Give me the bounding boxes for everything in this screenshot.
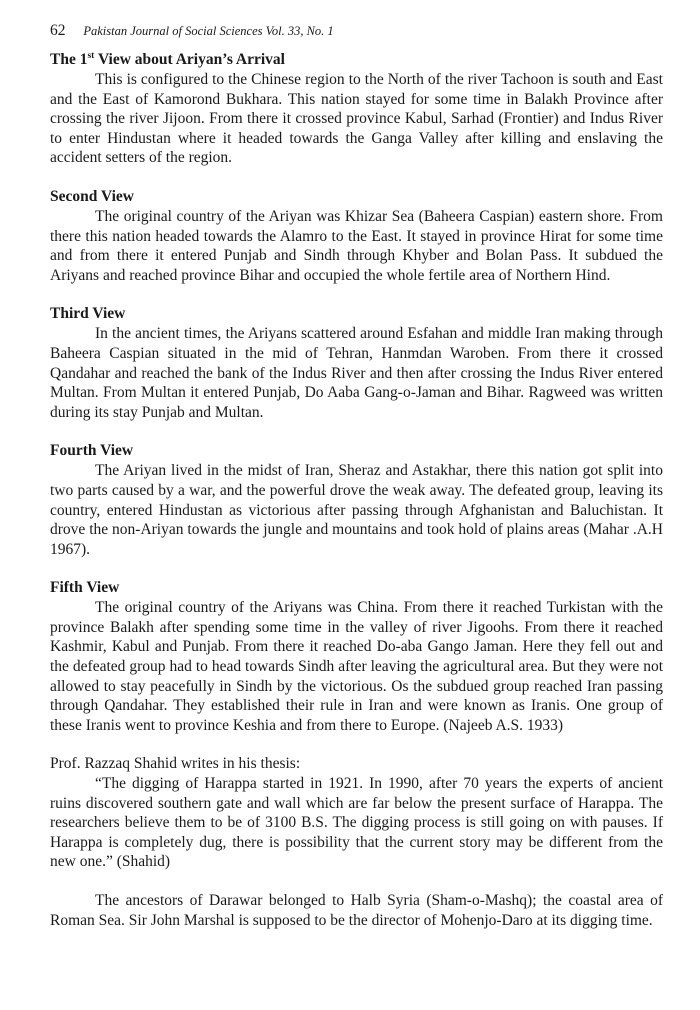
section-heading: [50, 50, 663, 70]
section-paragraph: In the ancient times, the Ariyans scattered around Esfahan and middle Iran making through Baheera Caspian situated in the mid of Tehran, Hanmdan Waroben. From there it crossed Qandahar and reached the bank of the Indus River and then after crossing the Indus River entered Multan. From Multan it entered Punjab, Do Aaba Gang-o-Jaman and Bihar. Ragweed was written during its stay Punjab and Multan.: [50, 325, 663, 421]
section-heading: Third View: [50, 305, 126, 323]
section-heading: Fourth View: [50, 442, 134, 460]
closing-paragraph: The ancestors of Darawar belonged to Halb Syria (Sham-o-Mashq); the coastal area of Roman Sea. Sir John Marshal is supposed to be the director of Mohenjo-Daro at its digging time.: [50, 892, 663, 929]
section-paragraph: This is configured to the Chinese region to the North of the river Tachoon is south and East and the East of Kamorond Bukhara. This nation stayed for some time in Balakh Province after crossing the river Jijoon. From there it crossed province Kabul, Sarhad (Frontier) and Indus River to enter Hindustan where it headed towards the Ganga Valley after killing and enslaving the accident setters of the region.: [50, 71, 663, 167]
section-paragraph: The Ariyan lived in the midst of Iran, Sheraz and Astakhar, there this nation got split into two parts caused by a war, and the powerful drove the weak away. The defeated group, leaving its country, entered Hindustan as victorious after passing through Afghanistan and Baluchistan. It drove the non-Ariyan towards the jungle and mountains and took hold of plains areas (Mahar .A.H 1967).: [50, 462, 663, 558]
section-third-view: [50, 304, 663, 422]
journal-title: Pakistan Journal of Social Sciences Vol. 33, No. 1: [83, 24, 334, 38]
section-first-view: [50, 50, 663, 168]
paragraph-spacer: [50, 872, 663, 891]
section-second-view: [50, 187, 663, 285]
running-header: [50, 21, 334, 41]
heading-text: The 1: [50, 51, 88, 68]
page-number: 62: [50, 22, 66, 39]
heading-superscript: st: [87, 51, 95, 61]
block-quote: “The digging of Harappa started in 1921. In 1990, after 70 years the experts of ancient ruins discovered southern gate and wall which are far below the present surface of Harappa. The researchers believe them to be of 3100 B.S. The digging process is still going on with pauses. If Harappa is completely dug, there is possibility that the current story may be different from the new one.” (Shahid): [50, 775, 663, 871]
section-paragraph: The original country of the Ariyan was Khizar Sea (Baheera Caspian) eastern shore. From there this nation headed towards the Alamro to the East. It stayed in province Hirat for some time and from there it entered Punjab and Sindh through Khyber and Bolan Pass. It subdued the Ariyans and reached province Bihar and occupied the whole fertile area of Northern Hind.: [50, 207, 663, 284]
quote-intro: Prof. Razzaq Shahid writes in his thesis:: [50, 755, 301, 773]
section-heading: Fifth View: [50, 579, 120, 597]
section-fifth-view: [50, 578, 663, 735]
article-body: [50, 50, 663, 930]
section-heading: Second View: [50, 187, 134, 205]
section-fourth-view: [50, 441, 663, 559]
heading-text: View about Ariyan’s Arrival: [94, 51, 285, 68]
section-paragraph: The original country of the Ariyans was China. From there it reached Turkistan with the province Balakh after spending some time in the valley of river Jigoohs. From there it reached Kashmir, Kabul and Punjab. From there it reached Do-aba Gango Jaman. Here they fell out and the defeated group had to head towards Sindh after leaving the agricultural area. But they were not allowed to stay peacefully in Sindh by the victorious. Os the subdued group reached Iran passing through Qandahar. They established their rule in Iran and were known as Iranis. One group of these Iranis went to province Keshia and from there to Europe. (Najeeb A.S. 1933): [50, 599, 663, 734]
